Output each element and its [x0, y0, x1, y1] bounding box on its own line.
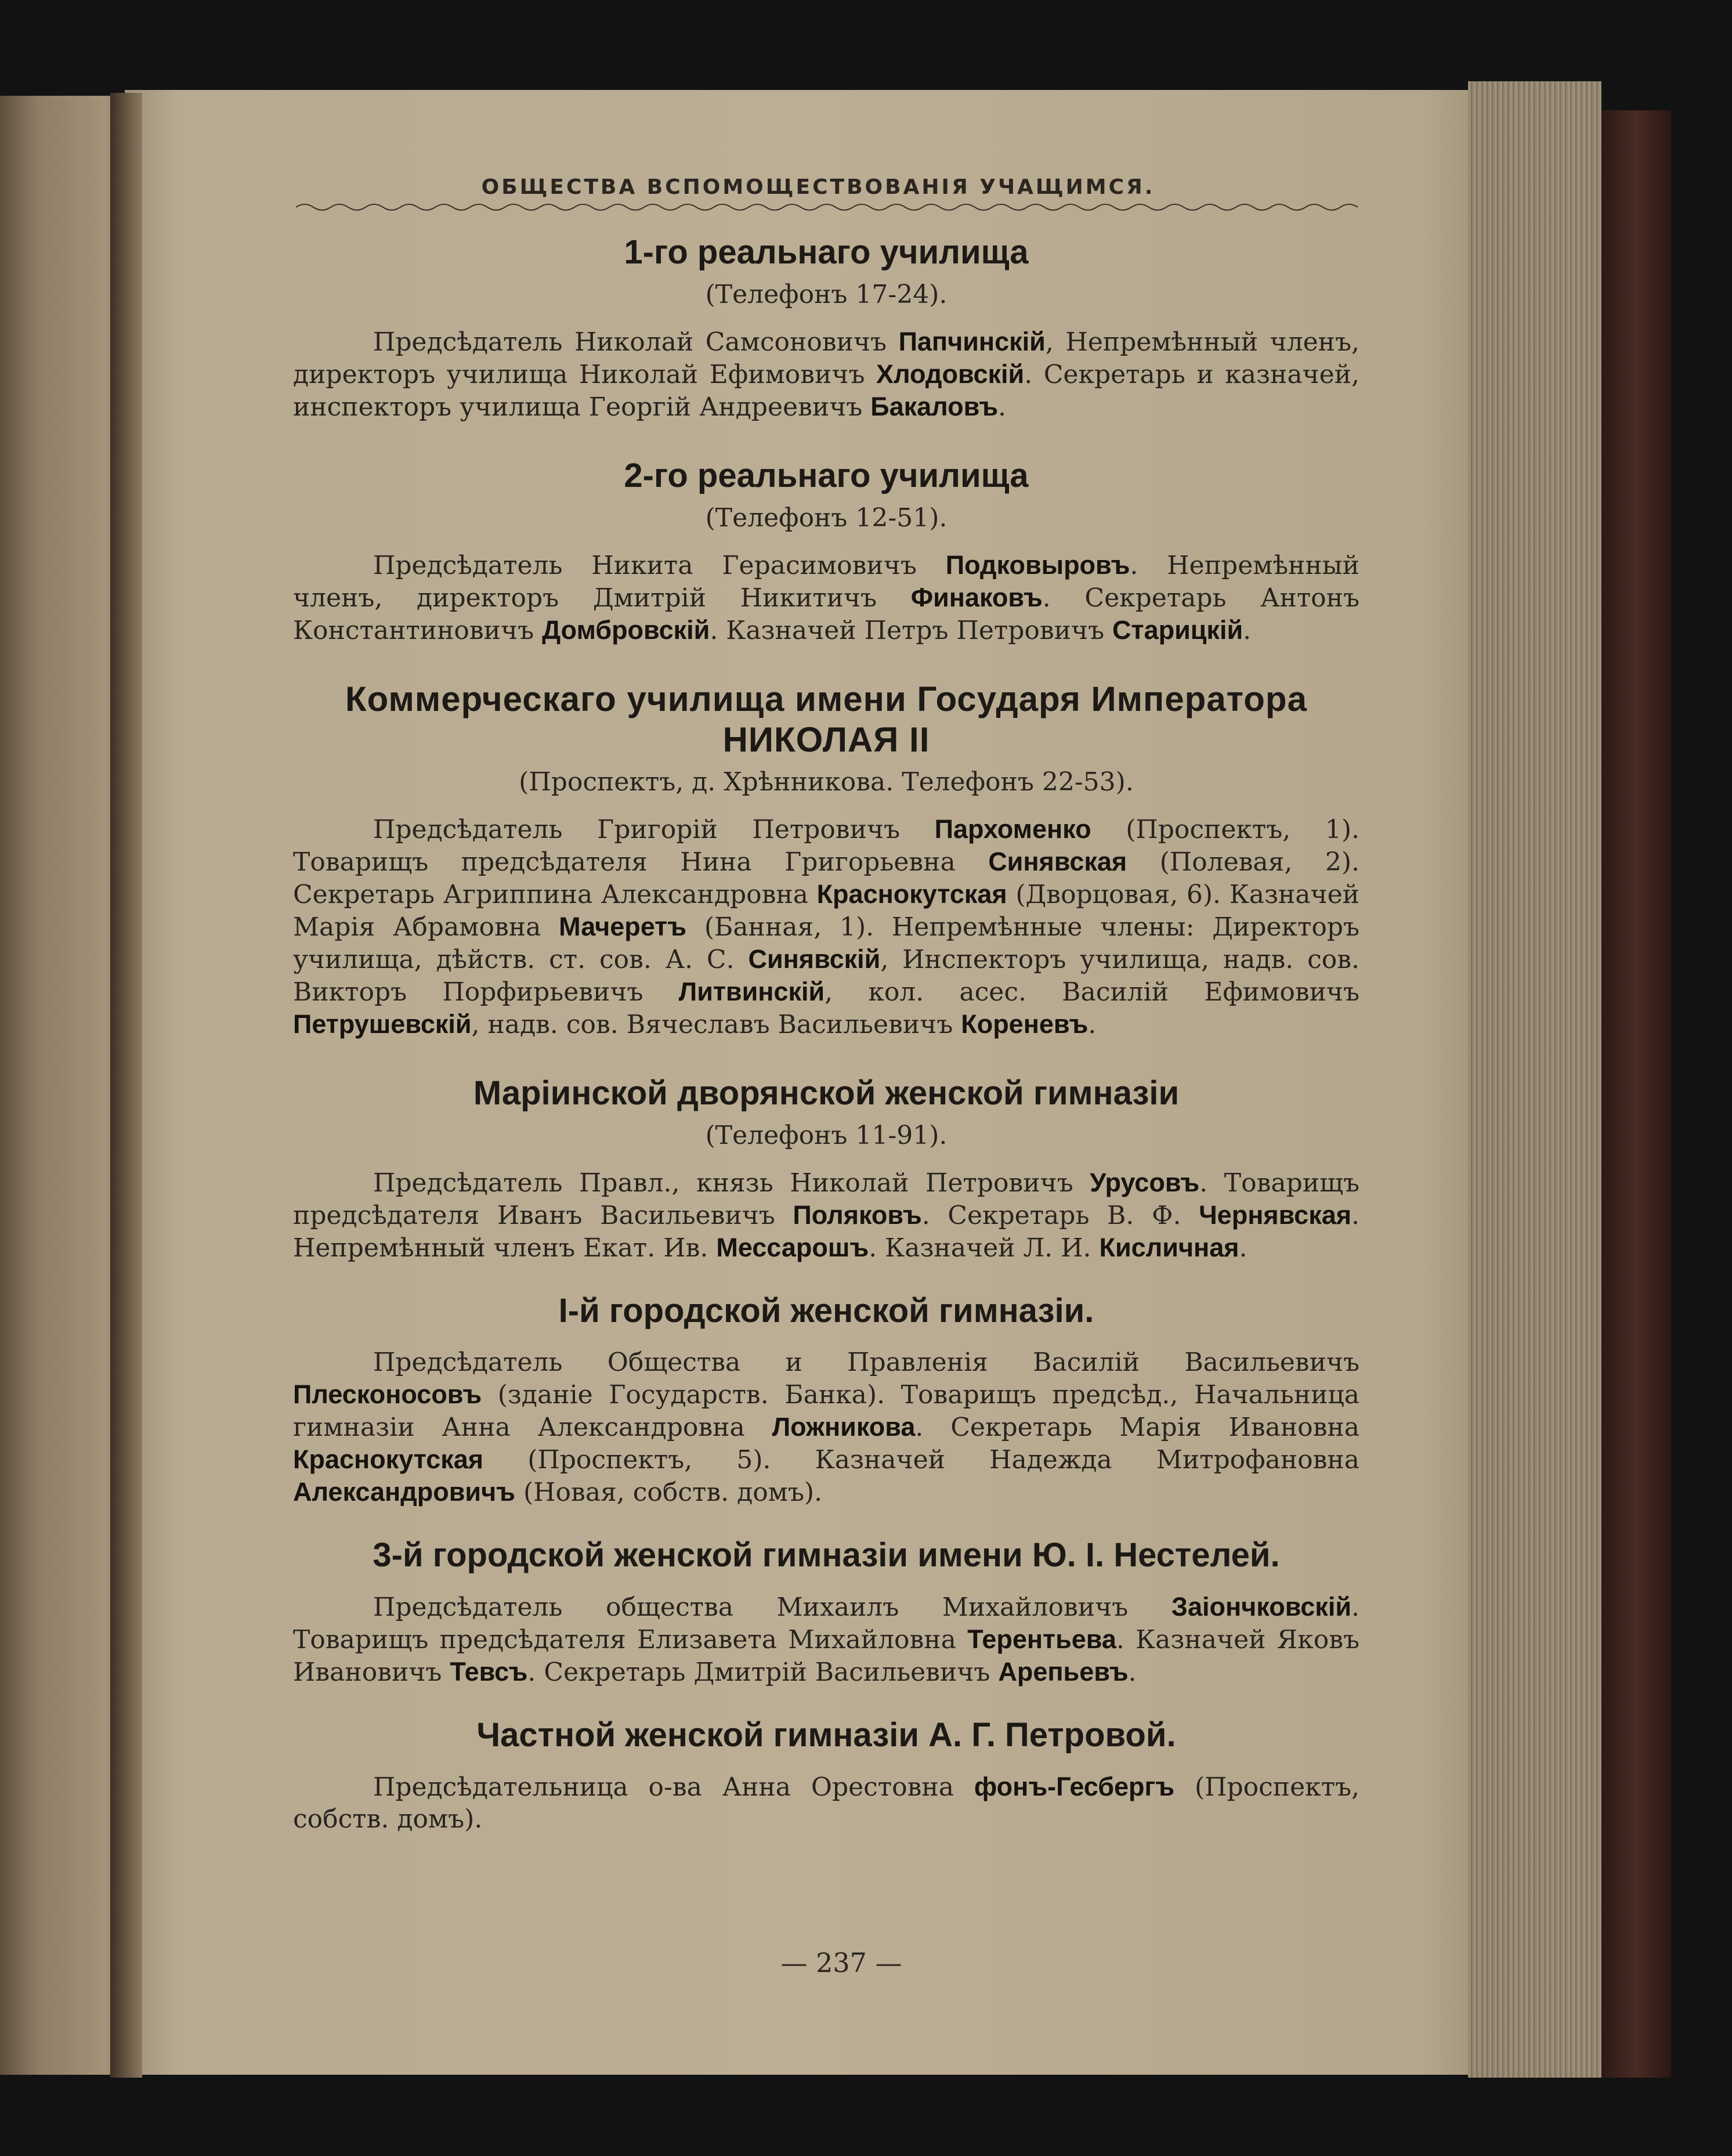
book-cover: [1601, 110, 1671, 2078]
page-content: [293, 232, 1359, 1835]
section-paragraph: [293, 1771, 1359, 1835]
section: [293, 679, 1359, 1041]
paragraph-text: Предсѣдатель Никита Герасимовичъ: [373, 551, 946, 580]
section-phone: (Телефонъ 17-24).: [705, 280, 948, 309]
section-phone: (Телефонъ 11-91).: [705, 1121, 948, 1150]
section-heading: 3-й городской женской гимназіи имени Ю. І. Нестелей.: [373, 1536, 1280, 1574]
person-name: Финаковъ: [910, 583, 1043, 612]
person-name: Чернявская: [1199, 1200, 1352, 1230]
paragraph-text: Предсѣдатель общества Михаилъ Михайловичъ: [373, 1592, 1171, 1622]
paragraph-text: (Проспектъ, собств. домъ).: [293, 1772, 1359, 1834]
paragraph-text: . Казначей Петръ Петровичъ: [710, 616, 1113, 645]
section: [293, 456, 1359, 647]
paragraph-text: (Полевая, 2). Секретарь Агриппина Александровна: [293, 847, 1359, 909]
paragraph-text: Предсѣдательница о-ва Анна Орестовна: [373, 1772, 974, 1802]
paragraph-text: .: [1243, 616, 1252, 645]
paragraph-text: (Новая, собств. домъ).: [515, 1478, 823, 1507]
section-paragraph: [293, 1591, 1359, 1688]
person-name: Домбровскій: [542, 615, 710, 645]
book-gutter: [110, 93, 142, 2078]
paragraph-text: (Проспектъ, 1). Товарищъ предсѣдателя Нина Григорьевна: [293, 815, 1359, 877]
paragraph-text: . Казначей Л. И.: [869, 1233, 1100, 1263]
section-heading: 2-го реальнаго училища: [624, 457, 1029, 494]
ornamental-rule: [296, 200, 1358, 214]
paragraph-text: , кол. асес. Василій Ефимовичъ: [825, 977, 1359, 1007]
paragraph-text: Предсѣдатель Правл., князь Николай Петровичъ: [373, 1168, 1090, 1198]
section-paragraph: [293, 326, 1359, 423]
person-name: фонъ-Гесбергъ: [974, 1772, 1175, 1801]
person-name: Александровичъ: [293, 1477, 516, 1507]
paragraph-text: . Товарищъ предсѣдателя Иванъ Васильевичъ: [293, 1168, 1359, 1230]
paragraph-text: Предсѣдатель Григорій Петровичъ: [373, 815, 935, 844]
person-name: Заіончковскій: [1171, 1592, 1351, 1621]
paragraph-text: Предсѣдатель Николай Самсоновичъ: [373, 327, 899, 357]
section-paragraph: [293, 813, 1359, 1041]
person-name: Хлодовскій: [876, 359, 1025, 389]
section: [293, 1535, 1359, 1688]
person-name: Плесконосовъ: [293, 1379, 482, 1409]
person-name: Терентьева: [967, 1624, 1116, 1654]
paragraph-text: .: [998, 392, 1007, 422]
person-name: Синявская: [988, 847, 1127, 876]
paragraph-text: . Казначей Яковъ Ивановичъ: [293, 1625, 1359, 1687]
section-phone: (Проспектъ, д. Хрѣнникова. Телефонъ 22-53).: [519, 767, 1134, 797]
paragraph-text: .: [1239, 1233, 1248, 1263]
section-heading: Частной женской гимназіи А. Г. Петровой.: [476, 1716, 1176, 1754]
person-name: Мессарошъ: [716, 1233, 869, 1262]
section: [293, 232, 1359, 423]
paragraph-text: . Секретарь Марія Ивановна: [915, 1413, 1359, 1442]
person-name: Подковыровъ: [945, 550, 1130, 580]
person-name: Кисличная: [1099, 1233, 1239, 1262]
paragraph-text: . Секретарь и казначей, инспекторъ училища Георгій Андреевичъ: [293, 360, 1360, 422]
paragraph-text: . Товарищъ предсѣдателя Елизавета Михайловна: [293, 1592, 1359, 1655]
person-name: Краснокутская: [293, 1444, 484, 1474]
paragraph-text: (Проспектъ, 5). Казначей Надежда Митрофановна: [483, 1445, 1359, 1475]
person-name: Кореневъ: [961, 1009, 1089, 1039]
page-number: — 237 —: [780, 1947, 902, 1978]
person-name: Тевсъ: [450, 1657, 528, 1686]
person-name: Литвинскій: [678, 977, 825, 1006]
section-heading: Коммерческаго училища имени Государя Императора НИКОЛАЯ II: [345, 680, 1307, 759]
person-name: Краснокутская: [816, 879, 1007, 909]
section-paragraph: [293, 1346, 1359, 1508]
person-name: Папчинскій: [898, 327, 1046, 356]
paragraph-text: , надв. сов. Вячеславъ Васильевичъ: [471, 1010, 961, 1039]
section: [293, 1073, 1359, 1264]
running-head: ОБЩЕСТВА ВСПОМОЩЕСТВОВАНІЯ УЧАЩИМСЯ.: [481, 175, 1155, 199]
section-paragraph: [293, 549, 1359, 647]
person-name: Бакаловъ: [870, 392, 999, 421]
page-block-edges: [1468, 81, 1601, 2078]
section-phone: (Телефонъ 12-51).: [705, 503, 948, 533]
paragraph-text: (зданіе Государств. Банка). Товарищъ предсѣд., Начальница гимназіи Анна Александровна: [293, 1380, 1359, 1442]
person-name: Урусовъ: [1090, 1168, 1200, 1197]
person-name: Синявскій: [748, 944, 881, 974]
paragraph-text: (Банная, 1). Непремѣнные члены: Директоръ училища, дѣйств. ст. сов. А. С.: [293, 912, 1359, 974]
section: [293, 1291, 1359, 1508]
paragraph-text: Предсѣдатель Общества и Правленія Василій Васильевичъ: [373, 1348, 1359, 1377]
section: [293, 1715, 1359, 1835]
paragraph-text: .: [1128, 1657, 1137, 1687]
paragraph-text: , Непремѣнный членъ, директоръ училища Николай Ефимовичъ: [293, 327, 1359, 389]
section-heading: Маріинской дворянской женской гимназіи: [473, 1074, 1180, 1112]
paragraph-text: . Непремѣнный членъ, директоръ Дмитрій Никитичъ: [293, 551, 1359, 613]
section-heading: І-й городской женской гимназіи.: [558, 1292, 1094, 1330]
person-name: Ложникова: [772, 1412, 916, 1442]
paragraph-text: . Секретарь В. Ф.: [921, 1201, 1199, 1230]
person-name: Поляковъ: [793, 1200, 922, 1230]
paragraph-text: (Дворцовая, 6). Казначей Марія Абрамовна: [293, 880, 1359, 942]
left-page-edge: [0, 96, 125, 2075]
section-paragraph: [293, 1167, 1359, 1264]
paragraph-text: . Секретарь Антонъ Константиновичъ: [293, 583, 1359, 645]
person-name: Петрушевскій: [293, 1009, 472, 1039]
paragraph-text: , Инспекторъ училища, надв. сов. Викторъ Порфирьевичъ: [293, 945, 1360, 1007]
person-name: Мачеретъ: [559, 912, 687, 941]
section-heading: 1-го реальнаго училища: [624, 233, 1029, 271]
paragraph-text: . Секретарь Дмитрій Васильевичъ: [527, 1657, 999, 1687]
person-name: Пархоменко: [934, 814, 1091, 844]
person-name: Арепьевъ: [998, 1657, 1129, 1686]
person-name: Старицкій: [1112, 615, 1243, 645]
paragraph-text: . Непремѣнный членъ Екат. Ив.: [293, 1201, 1360, 1263]
paragraph-text: .: [1088, 1010, 1097, 1039]
